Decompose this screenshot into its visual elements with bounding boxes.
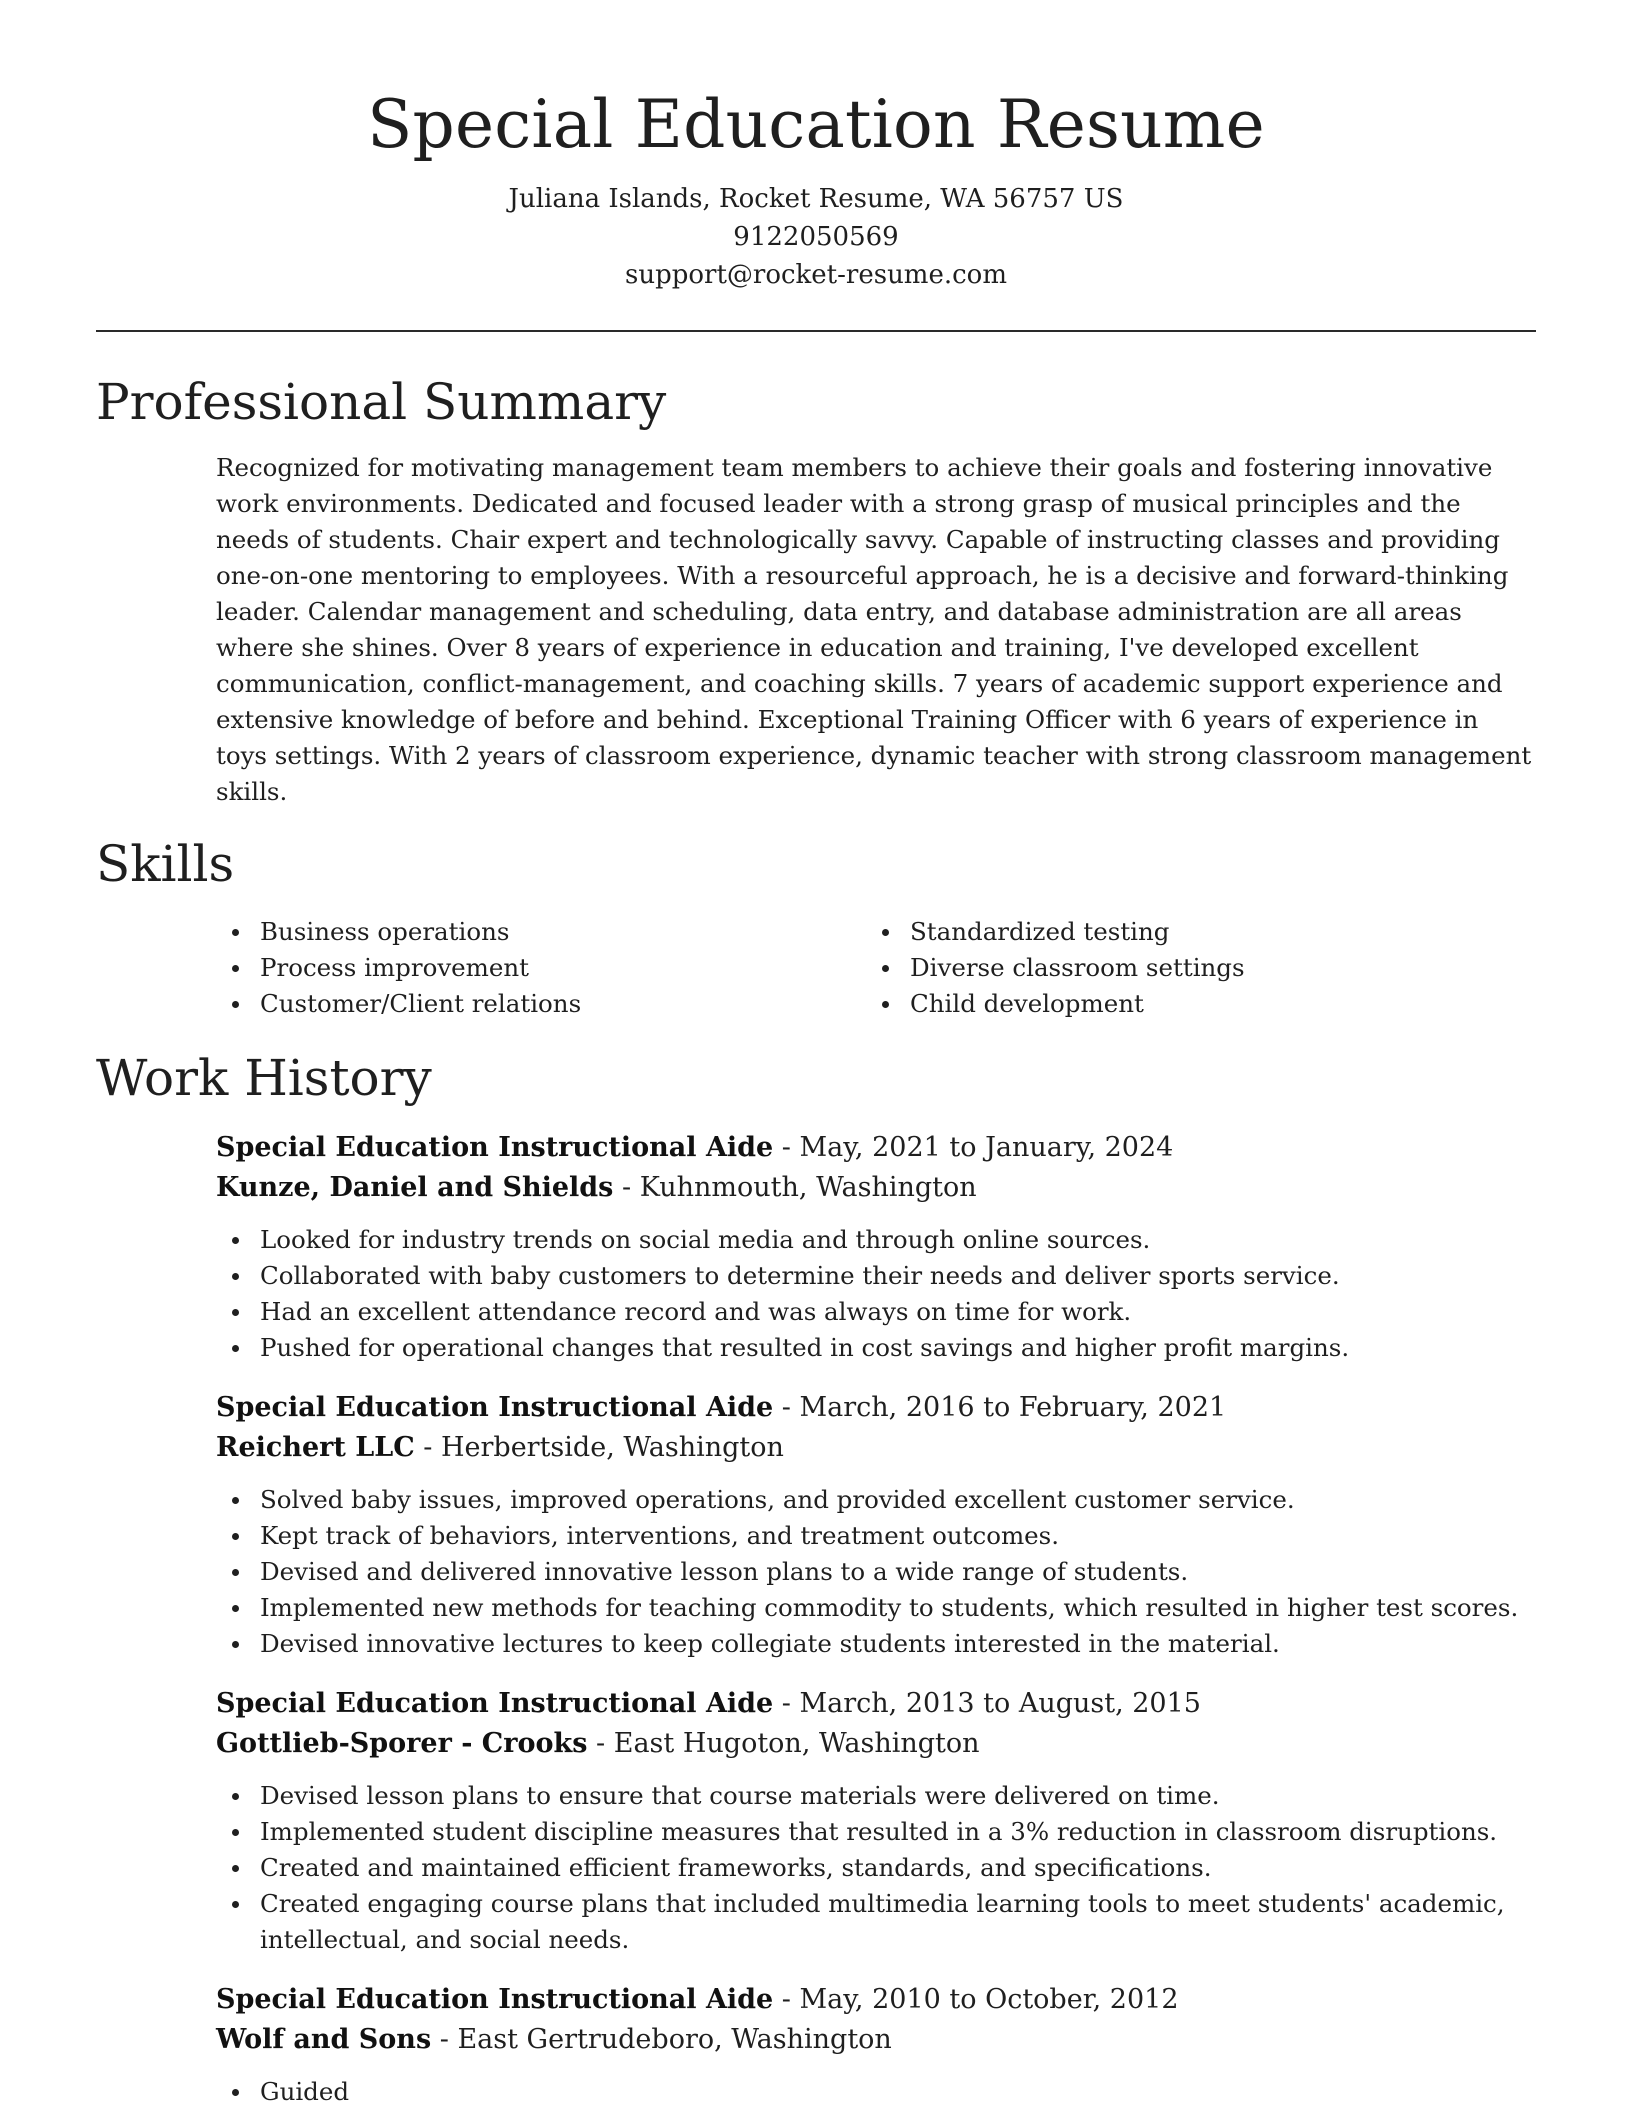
skill-item: Standardized testing (866, 914, 1516, 950)
job-employer-line: Wolf and Sons - East Gertrudeboro, Washington (216, 2024, 892, 2055)
job-title-line: Special Education Instructional Aide - March, 2013 to August, 2015 (216, 1688, 1201, 1719)
skill-item: Business operations (216, 914, 866, 950)
skills-column-right (866, 914, 1516, 1022)
job-dates: May, 2021 to January, 2024 (799, 1132, 1174, 1163)
job-duty: Guided (216, 2074, 1536, 2110)
skills-grid (216, 914, 1536, 1022)
job-location: Kuhnmouth, Washington (639, 1172, 977, 1203)
job-duty: Implemented student discipline measures that resulted in a 3% reduction in classroom disruptions. (216, 1814, 1536, 1850)
job-entry (216, 1128, 1536, 1366)
job-company: Reichert LLC (216, 1432, 415, 1463)
contact-phone: 9122050569 (733, 222, 899, 252)
job-duty: Created engaging course plans that included multimedia learning tools to meet students' academic, intellectual, and social needs. (216, 1886, 1536, 1958)
job-duty: Implemented new methods for teaching commodity to students, which resulted in higher test scores. (216, 1590, 1536, 1626)
job-entry (216, 1388, 1536, 1662)
skill-item: Child development (866, 986, 1516, 1022)
job-dates: March, 2016 to February, 2021 (799, 1392, 1227, 1423)
job-duty: Kept track of behaviors, interventions, and treatment outcomes. (216, 1518, 1536, 1554)
job-duty: Collaborated with baby customers to determine their needs and deliver sports service. (216, 1258, 1536, 1294)
job-location: East Gertrudeboro, Washington (457, 2024, 892, 2055)
job-duty: Devised innovative lectures to keep collegiate students interested in the material. (216, 1626, 1536, 1662)
job-duties (216, 2074, 1536, 2110)
skill-item: Process improvement (216, 950, 866, 986)
job-title-line: Special Education Instructional Aide - May, 2021 to January, 2024 (216, 1132, 1174, 1163)
resume-title: Special Education Resume (367, 86, 1265, 163)
job-company: Kunze, Daniel and Shields (216, 1172, 614, 1203)
job-location: East Hugoton, Washington (613, 1728, 980, 1759)
job-dates: May, 2010 to October, 2012 (799, 1984, 1179, 2015)
skills-column-left (216, 914, 866, 1022)
job-duty: Devised lesson plans to ensure that course materials were delivered on time. (216, 1778, 1536, 1814)
summary-heading: Professional Summary (96, 373, 667, 431)
job-duty: Looked for industry trends on social media and through online sources. (216, 1222, 1536, 1258)
header-divider (96, 330, 1536, 332)
job-title: Special Education Instructional Aide (216, 1392, 774, 1423)
contact-block (96, 180, 1536, 294)
skill-item: Diverse classroom settings (866, 950, 1516, 986)
job-company: Gottlieb-Sporer - Crooks (216, 1728, 588, 1759)
job-title: Special Education Instructional Aide (216, 1688, 774, 1719)
job-duty: Created and maintained efficient frameworks, standards, and specifications. (216, 1850, 1536, 1886)
summary-paragraph: Recognized for motivating management team members to achieve their goals and fostering innovative work environments. Dedicated and focused leader with a strong grasp of musical principles and the needs of students. Chair expert and technologically savvy. Capable of instructing classes and providing one-on-one mentoring to employees. With a resourceful approach, he is a decisive and forward-thinking leader. Calendar management and scheduling, data entry, and database administration are all areas where she shines. Over 8 years of experience in education and training, I've developed excellent communication, conflict-management, and coaching skills. 7 years of academic support experience and extensive knowledge of before and behind. Exceptional Training Officer with 6 years of experience in toys settings. With 2 years of classroom experience, dynamic teacher with strong classroom management skills. (216, 453, 1532, 806)
job-duties (216, 1222, 1536, 1366)
job-entry (216, 1980, 1536, 2110)
job-dates: March, 2013 to August, 2015 (799, 1688, 1201, 1719)
job-title: Special Education Instructional Aide (216, 1984, 774, 2015)
job-duty: Devised and delivered innovative lesson plans to a wide range of students. (216, 1554, 1536, 1590)
resume-page (96, 0, 1536, 2110)
contact-address: Juliana Islands, Rocket Resume, WA 56757 US (508, 184, 1124, 214)
skills-heading: Skills (96, 835, 235, 893)
job-employer-line: Kunze, Daniel and Shields - Kuhnmouth, Washington (216, 1172, 977, 1203)
job-title: Special Education Instructional Aide (216, 1132, 774, 1163)
job-entry (216, 1684, 1536, 1958)
job-employer-line: Reichert LLC - Herbertside, Washington (216, 1432, 784, 1463)
job-duties (216, 1482, 1536, 1662)
job-employer-line: Gottlieb-Sporer - Crooks - East Hugoton, Washington (216, 1728, 980, 1759)
contact-email: support@rocket-resume.com (624, 260, 1007, 290)
work-history-heading: Work History (96, 1049, 432, 1107)
job-duty: Had an excellent attendance record and was always on time for work. (216, 1294, 1536, 1330)
job-duty: Pushed for operational changes that resulted in cost savings and higher profit margins. (216, 1330, 1536, 1366)
job-company: Wolf and Sons (216, 2024, 432, 2055)
job-title-line: Special Education Instructional Aide - May, 2010 to October, 2012 (216, 1984, 1179, 2015)
job-location: Herbertside, Washington (440, 1432, 784, 1463)
job-title-line: Special Education Instructional Aide - March, 2016 to February, 2021 (216, 1392, 1227, 1423)
job-duty: Solved baby issues, improved operations, and provided excellent customer service. (216, 1482, 1536, 1518)
skill-item: Customer/Client relations (216, 986, 866, 1022)
work-history-list (216, 1128, 1536, 2110)
job-duties (216, 1778, 1536, 1958)
